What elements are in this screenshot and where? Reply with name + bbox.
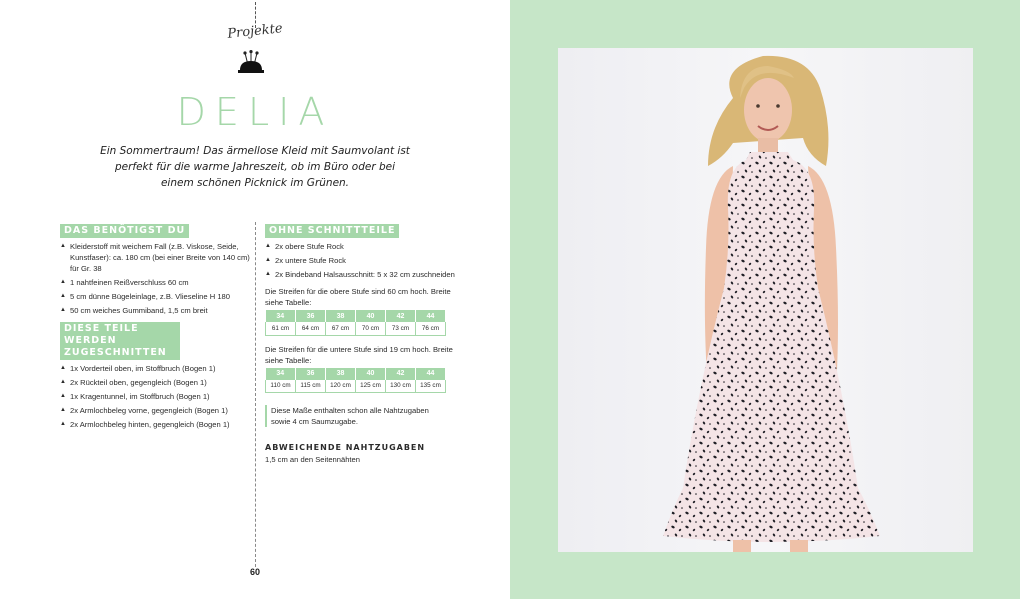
model-photo <box>558 48 973 552</box>
intro-text: Ein Sommertraum! Das ärmellose Kleid mit Saumvolant ist perfekt für die warme Jahreszeit, ob im Büro oder bei einem schönen Picknick im Grünen. <box>100 145 410 189</box>
width-cell: 120 cm <box>326 380 356 393</box>
list-item: ▲ 5 cm dünne Bügeleinlage, z.B. Vlieseline H 180 <box>60 291 250 302</box>
cut-parts-list <box>60 363 250 430</box>
lower-tier-text: Die Streifen für die untere Stufe sind 19 cm hoch. Breite siehe Tabelle: <box>265 344 453 365</box>
width-cell: 70 cm <box>356 322 386 335</box>
model-illustration <box>558 48 973 552</box>
list-item: ▲ 2x Armlochbeleg vorne, gegengleich (Bogen 1) <box>60 405 250 416</box>
no-pattern-list <box>265 241 465 280</box>
list-item: ▲ 2x Bindeband Halsausschnitt: 5 x 32 cm zuschneiden <box>265 269 465 280</box>
cut-parts-heading: DIESE TEILE WERDEN ZUGESCHNITTEN <box>60 322 180 360</box>
left-column <box>60 220 250 436</box>
size-header: 40 <box>356 310 386 322</box>
size-header: 36 <box>296 310 326 322</box>
needs-list <box>60 241 250 316</box>
list-item: ▲ 2x untere Stufe Rock <box>265 255 465 266</box>
list-item: ▲ 1x Vorderteil oben, im Stoffbruch (Bogen 1) <box>60 363 250 374</box>
list-item: ▲ 1x Kragentunnel, im Stoffbruch (Bogen 1) <box>60 391 250 402</box>
width-cell: 73 cm <box>386 322 416 335</box>
seam-allowance-note: Diese Maße enthalten schon alle Nahtzugaben sowie 4 cm Saumzugabe. <box>265 405 450 427</box>
list-item: ▲ 2x obere Stufe Rock <box>265 241 465 252</box>
pin-cushion-icon <box>236 50 266 74</box>
seam-text: 1,5 cm an den Seitennähten <box>265 455 360 464</box>
list-item: ▲ 50 cm weiches Gummiband, 1,5 cm breit <box>60 305 250 316</box>
list-item: ▲ 2x Armlochbeleg hinten, gegengleich (Bogen 1) <box>60 419 250 430</box>
table-row <box>266 380 446 393</box>
width-cell: 135 cm <box>416 380 446 393</box>
page-number: 60 <box>249 567 260 577</box>
width-cell: 67 cm <box>326 322 356 335</box>
width-cell: 64 cm <box>296 322 326 335</box>
width-cell: 110 cm <box>266 380 296 393</box>
width-cell: 130 cm <box>386 380 416 393</box>
width-cell: 61 cm <box>266 322 296 335</box>
size-header: 38 <box>326 368 356 380</box>
size-header: 38 <box>326 310 356 322</box>
table-row <box>266 322 446 335</box>
table-header-row <box>266 310 446 322</box>
size-header: 36 <box>296 368 326 380</box>
size-header: 34 <box>266 310 296 322</box>
section-label: Projekte <box>226 21 284 42</box>
project-title: DELIA <box>176 90 334 134</box>
width-cell: 115 cm <box>296 380 326 393</box>
lower-tier-table <box>265 368 446 394</box>
size-header: 34 <box>266 368 296 380</box>
size-header: 44 <box>416 368 446 380</box>
list-item: ▲ 1 nahtfeinen Reißverschluss 60 cm <box>60 277 250 288</box>
width-cell: 125 cm <box>356 380 386 393</box>
upper-tier-table <box>265 310 446 336</box>
dashed-divider-main <box>255 222 256 567</box>
size-header: 42 <box>386 310 416 322</box>
needs-heading: DAS BENÖTIGST DU <box>60 224 189 238</box>
list-item: ▲ Kleiderstoff mit weichem Fall (z.B. Viskose, Seide, Kunstfaser): ca. 180 cm (bei einer Breite von 140 cm) für Gr. 38 <box>60 241 250 274</box>
seam-heading: ABWEICHENDE NAHTZUGABEN <box>265 443 426 452</box>
width-cell: 76 cm <box>416 322 446 335</box>
size-header: 40 <box>356 368 386 380</box>
right-column <box>265 220 465 465</box>
list-item: ▲ 2x Rückteil oben, gegengleich (Bogen 1) <box>60 377 250 388</box>
table-header-row <box>266 368 446 380</box>
no-pattern-heading: OHNE SCHNITTTEILE <box>265 224 399 238</box>
upper-tier-text: Die Streifen für die obere Stufe sind 60 cm hoch. Breite siehe Tabelle: <box>265 287 451 307</box>
size-header: 44 <box>416 310 446 322</box>
size-header: 42 <box>386 368 416 380</box>
